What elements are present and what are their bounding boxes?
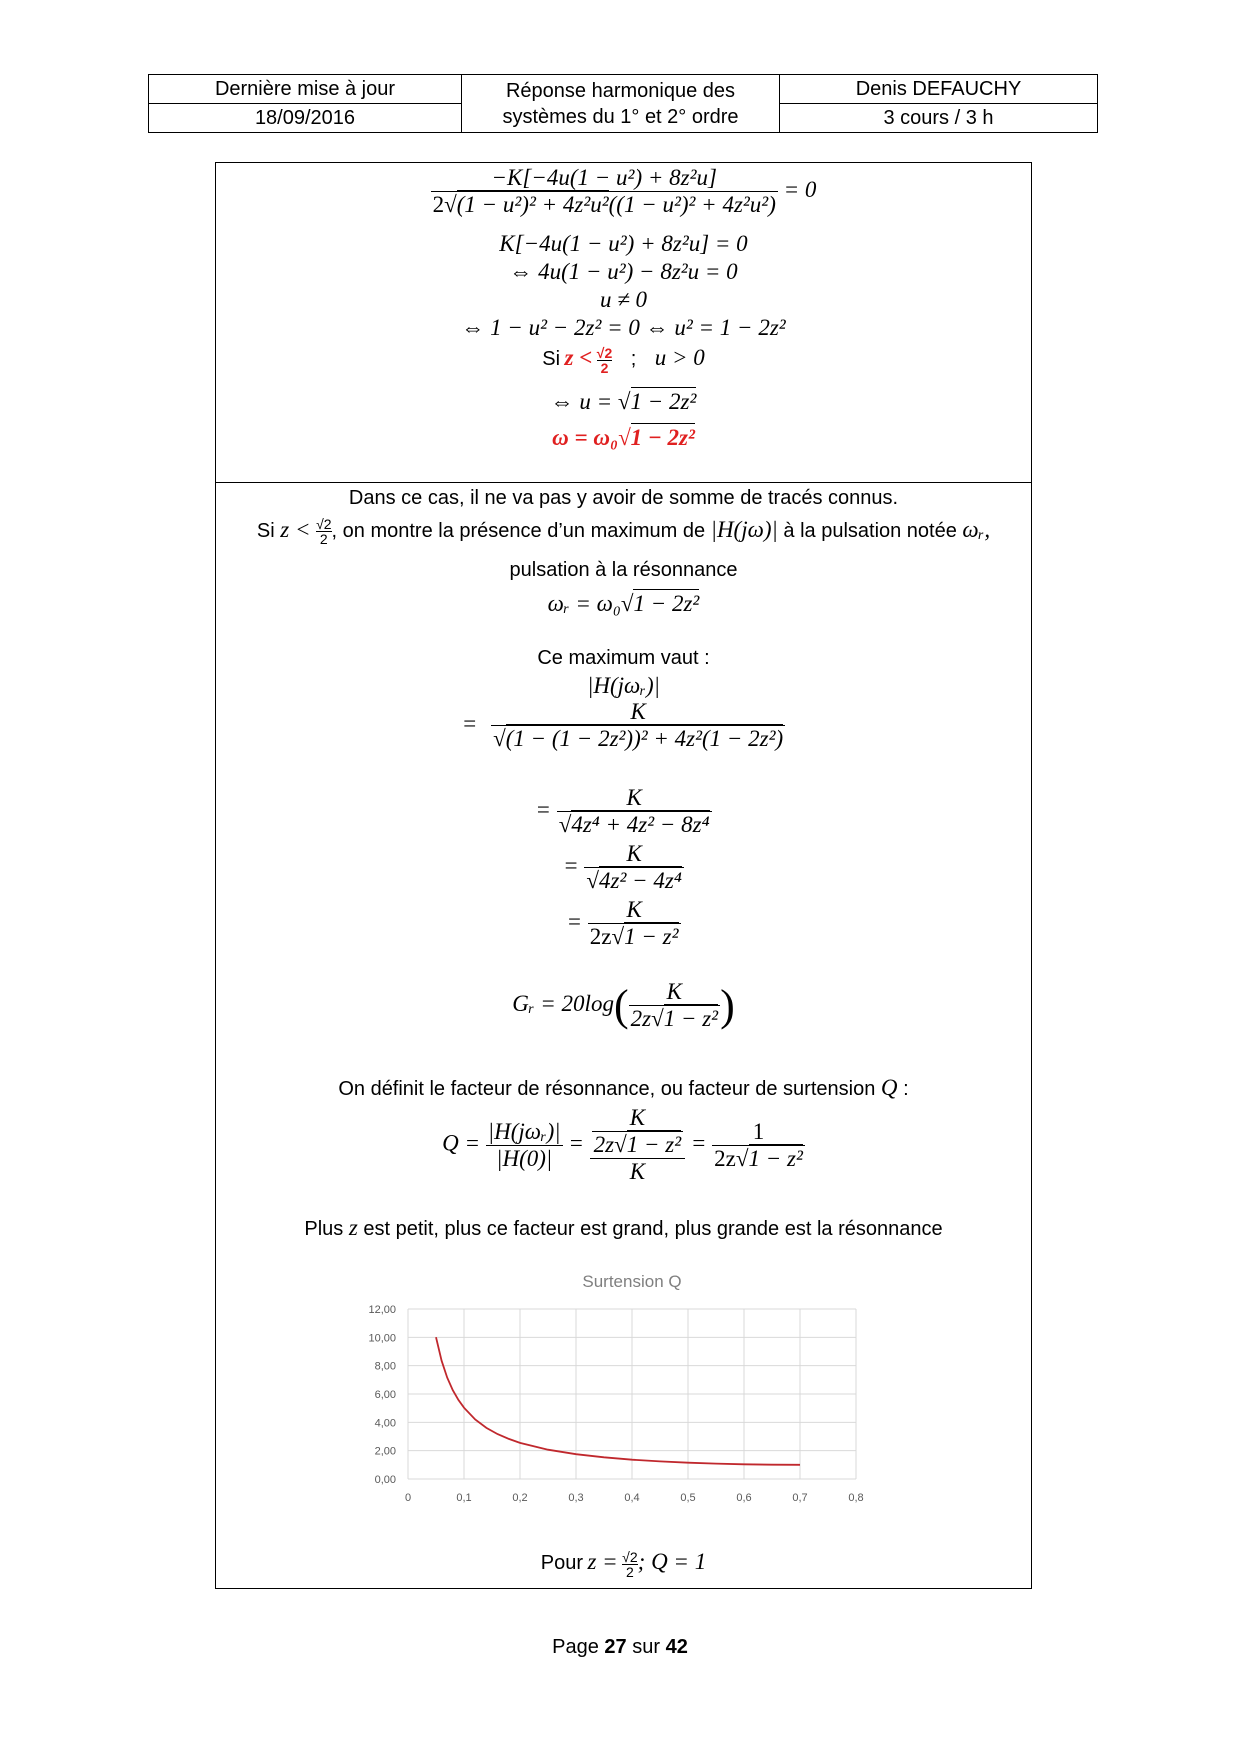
eq-derivative-fraction — [431, 165, 778, 218]
resonance-condition-fraction: $\frac{√2}{2}$ — [316, 516, 332, 548]
eq-equiv-2: ⇔ 1 − u² − 2z² = 0 ⇔ u² = 1 − 2z² — [461, 315, 786, 340]
intro-text: Dans ce cas, il ne va pas y avoir de somme de tracés connus. — [348, 487, 899, 509]
q-fraction-2: $\frac{\frac{K}{\text{2z√1 − z²}}}{K}$ — [590, 1105, 685, 1185]
q-definition-text: On définit le facteur de résonnance, ou facteur de surtension Q : — [338, 1075, 909, 1100]
x-tick-label: 0 — [404, 1492, 412, 1504]
eq-max-step-1: = $\frac{K}{\text{√(1 − (1 − 2z²))² + 4z²(1 − 2z²)}}$ — [461, 699, 784, 751]
condition-sep: ; — [630, 348, 637, 370]
eq-h-jwr: |H(jωᵣ)| — [587, 673, 660, 698]
duration: 3 cours / 3 h — [780, 104, 1098, 133]
series-line-q — [436, 1337, 800, 1465]
eq-omega-r: ωᵣ = ω₀√1 − 2z² — [547, 591, 700, 616]
y-tick-label: 10,00 — [368, 1332, 396, 1345]
update-label: Dernière mise à jour — [149, 75, 462, 104]
y-tick-label: 8,00 — [374, 1360, 396, 1373]
eq-u-nonzero: u ≠ 0 — [599, 287, 648, 312]
footer-page-total: 42 — [665, 1636, 688, 1658]
y-tick-label: 4,00 — [374, 1417, 396, 1430]
q-fraction-3: $\frac{1}{\text{2z√1 − z²}}$ — [714, 1118, 803, 1171]
eq-gain-resonance: Gᵣ = 20log( $\frac{K}{\text{2z√1 − z²}}$ ) — [512, 979, 735, 1031]
eq-derivative-den: 2√(1 − u²)² + 4z²u²((1 − u²)² + 4z²u²) — [432, 192, 776, 217]
y-tick-label: 0,00 — [374, 1474, 396, 1486]
y-tick-label: 2,00 — [374, 1445, 396, 1458]
surtension-chart — [348, 1263, 888, 1513]
condition-fraction: $\frac{√2}{2}$ — [596, 345, 613, 377]
doc-title — [462, 75, 780, 133]
condition-z: z < — [564, 345, 593, 370]
eq-q-factor: Q = $\frac{\text{|H(jωᵣ)|}}{|H(0)|}$ = $\frac{\frac{K}{\text{2z√1 − z²}}}{K}$ = $\frac{1}{\text{2z√1 − z²}}$ — [442, 1105, 803, 1184]
eq-max-step-3-fraction: $\frac{K}{\text{√4z² − 4z⁴}}$ — [586, 841, 682, 893]
eq-omega-resonance: ω = ω₀√1 − 2z² — [552, 425, 695, 450]
title-line-1: Réponse harmonique des — [505, 79, 736, 102]
eq-numerator-zero: K[−4u(1 − u²) + 8z²u] = 0 — [499, 231, 748, 256]
x-tick-label: 0,8 — [848, 1492, 864, 1504]
special-case-fraction: $\frac{√2}{2}$ — [622, 1549, 638, 1581]
special-case-line: Pour z = $\frac{√2}{2}$ ; Q = 1 — [540, 1549, 707, 1581]
eq-u-solution: ⇔ u = √1 − 2z² — [550, 389, 697, 414]
author: Denis DEFAUCHY — [780, 75, 1098, 104]
chart-title: Surtension Q — [582, 1272, 682, 1291]
derivation-box — [215, 162, 1032, 483]
x-tick-label: 0,2 — [512, 1492, 528, 1504]
conclusion-text: Plus z est petit, plus ce facteur est grand, plus grande est la résonnance — [304, 1215, 943, 1240]
header-table — [148, 74, 1098, 133]
max-label: Ce maximum vaut : — [537, 647, 710, 669]
x-tick-label: 0,4 — [624, 1492, 640, 1504]
x-tick-label: 0,5 — [680, 1492, 696, 1504]
resonance-box — [215, 482, 1032, 1589]
eq-derivative-rhs: = 0 — [783, 176, 817, 202]
x-tick-label: 0,7 — [792, 1492, 808, 1504]
resonance-pulsation-text: pulsation à la résonnance — [509, 559, 738, 581]
eq-max-step-4-fraction: $\frac{K}{\text{2z√1 − z²}}$ — [589, 897, 679, 949]
q-fraction-1: $\frac{\text{|H(jωᵣ)|}}{|H(0)|}$ — [487, 1118, 561, 1171]
eq-gain-fraction: $\frac{K}{\text{2z√1 − z²}}$ — [630, 979, 719, 1031]
eq-max-step-3: = $\frac{K}{\text{√4z² − 4z⁴}}$ — [563, 841, 682, 893]
eq-max-step-2-fraction: $\frac{K}{\text{√4z⁴ + 4z² − 8z⁴}}$ — [558, 785, 710, 837]
y-tick-label: 6,00 — [374, 1389, 396, 1401]
eq-max-step-4: = $\frac{K}{\text{2z√1 − z²}}$ — [566, 897, 679, 949]
footer-sur: sur — [632, 1636, 661, 1658]
title-line-2: systèmes du 1° et 2° ordre — [502, 105, 739, 128]
x-tick-label: 0,3 — [568, 1492, 584, 1504]
footer-page-label: Page — [552, 1636, 599, 1658]
eq-max-step-1-fraction: $\frac{K}{\text{√(1 − (1 − 2z²))² + 4z²(1 − 2z²)}}$ — [493, 699, 784, 751]
update-date: 18/09/2016 — [149, 104, 462, 133]
condition-line — [216, 345, 1031, 375]
eq-derivative — [216, 165, 1031, 218]
eq-equiv-1: ⇔ 4u(1 − u²) − 8z²u = 0 — [509, 259, 738, 284]
eq-derivative-num: −K[−4u(1 − u²) + 8z²u] — [431, 165, 778, 192]
resonance-condition-text: Si z < $\frac{√2}{2}$ , on montre la présence d’un maximum de |H(jω)| à la pulsation notée ωᵣ, — [256, 516, 991, 548]
condition-u: u > 0 — [654, 345, 705, 370]
condition-si: Si — [542, 348, 561, 370]
x-tick-label: 0,6 — [736, 1492, 752, 1504]
eq-max-step-2: = $\frac{K}{\text{√4z⁴ + 4z² − 8z⁴}}$ — [535, 785, 710, 837]
y-tick-label: 12,00 — [368, 1304, 396, 1316]
footer-page-number: 27 — [604, 1636, 627, 1658]
page-footer — [0, 1636, 1240, 1659]
x-tick-label: 0,1 — [456, 1492, 472, 1504]
